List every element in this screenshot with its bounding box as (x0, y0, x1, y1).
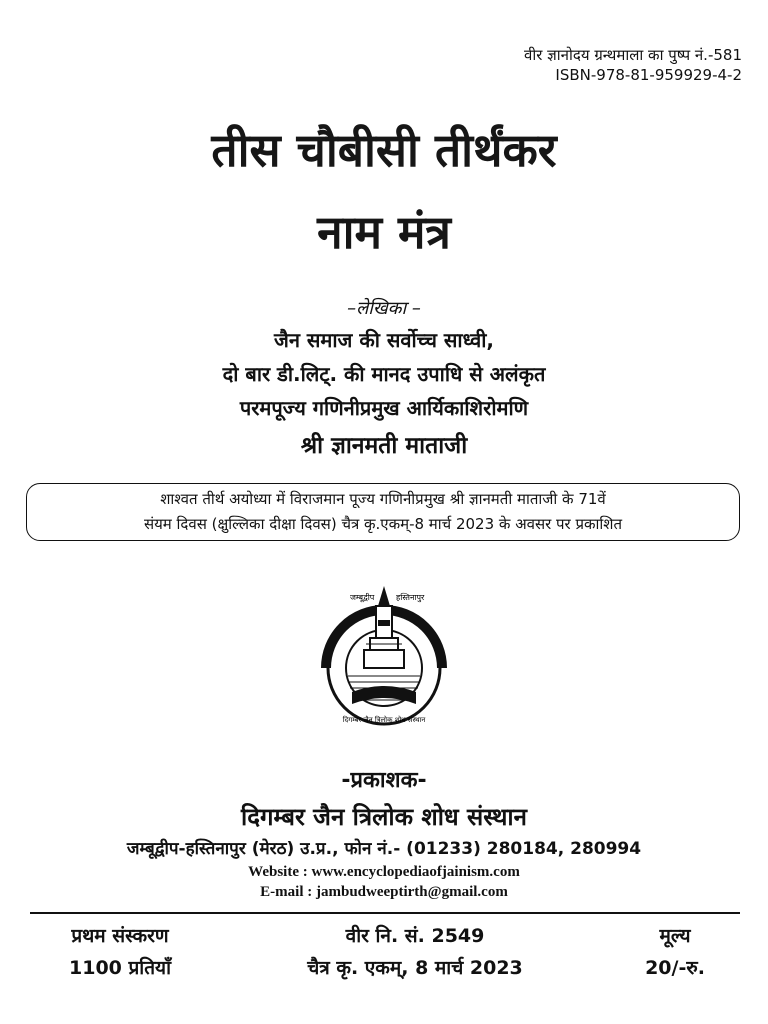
footer-edition-block (40, 920, 200, 984)
footer-price-block (620, 920, 730, 984)
publisher-address: जम्बूद्वीप-हस्तिनापुर (मेरठ) उ.प्र., फोन नं.- (01233) 280184, 280994 (126, 839, 642, 859)
author-line2: दो बार डी.लिट्. की मानद उपाधि से अलंकृत (222, 362, 546, 386)
edition-label: प्रथम संस्करण (71, 925, 169, 947)
author-line1: जैन समाज की सर्वोच्च साध्वी, (273, 328, 494, 352)
price-label: मूल्य (659, 925, 691, 947)
publisher-website[interactable]: Website : www.encyclopediaofjainism.com (248, 864, 520, 880)
seal-text-top-right: हस्तिनापुर (396, 593, 425, 602)
publication-notice (26, 483, 740, 541)
publisher-name: दिगम्बर जैन त्रिलोक शोध संस्थान (241, 803, 527, 831)
publication-date: चैत्र कृ. एकम्, 8 मार्च 2023 (307, 957, 523, 979)
copies-count: 1100 प्रतियाँ (69, 957, 171, 979)
author-name: श्री ज्ञानमती माताजी (300, 433, 468, 459)
isbn: ISBN-978-81-959929-4-2 (555, 66, 742, 84)
seal-text-bottom: दिगम्बर जैन त्रिलोक शोध संस्थान (342, 716, 426, 724)
footer-date-block (260, 920, 570, 984)
book-title-line2: नाम मंत्र (317, 205, 451, 259)
publisher-email[interactable]: E-mail : jambudweeptirth@gmail.com (260, 884, 508, 900)
notice-line2: संयम दिवस (क्षुल्लिका दीक्षा दिवस) चैत्र कृ.एकम्-8 मार्च 2023 के अवसर पर प्रकाशित (143, 515, 623, 533)
book-title-line1: तीस चौबीसी तीर्थंकर (211, 123, 557, 177)
series-number: वीर ज्ञानोदय ग्रन्थमाला का पुष्प नं.-581 (524, 46, 742, 64)
institute-seal-icon (306, 580, 462, 726)
publisher-label: -प्रकाशक- (341, 768, 427, 793)
author-line3: परमपूज्य गणिनीप्रमुख आर्यिकाशिरोमणि (239, 396, 529, 420)
seal-text-top-left: जम्बूद्वीप (350, 593, 375, 602)
era-year: वीर नि. सं. 2549 (345, 925, 485, 947)
footer-divider (30, 912, 740, 914)
notice-line1: शाश्वत तीर्थ अयोध्या में विराजमान पूज्य गणिनीप्रमुख श्री ज्ञानमती माताजी के 71वें (160, 490, 606, 508)
author-role: –लेखिका – (347, 298, 421, 319)
price-value: 20/-रु. (645, 957, 705, 979)
